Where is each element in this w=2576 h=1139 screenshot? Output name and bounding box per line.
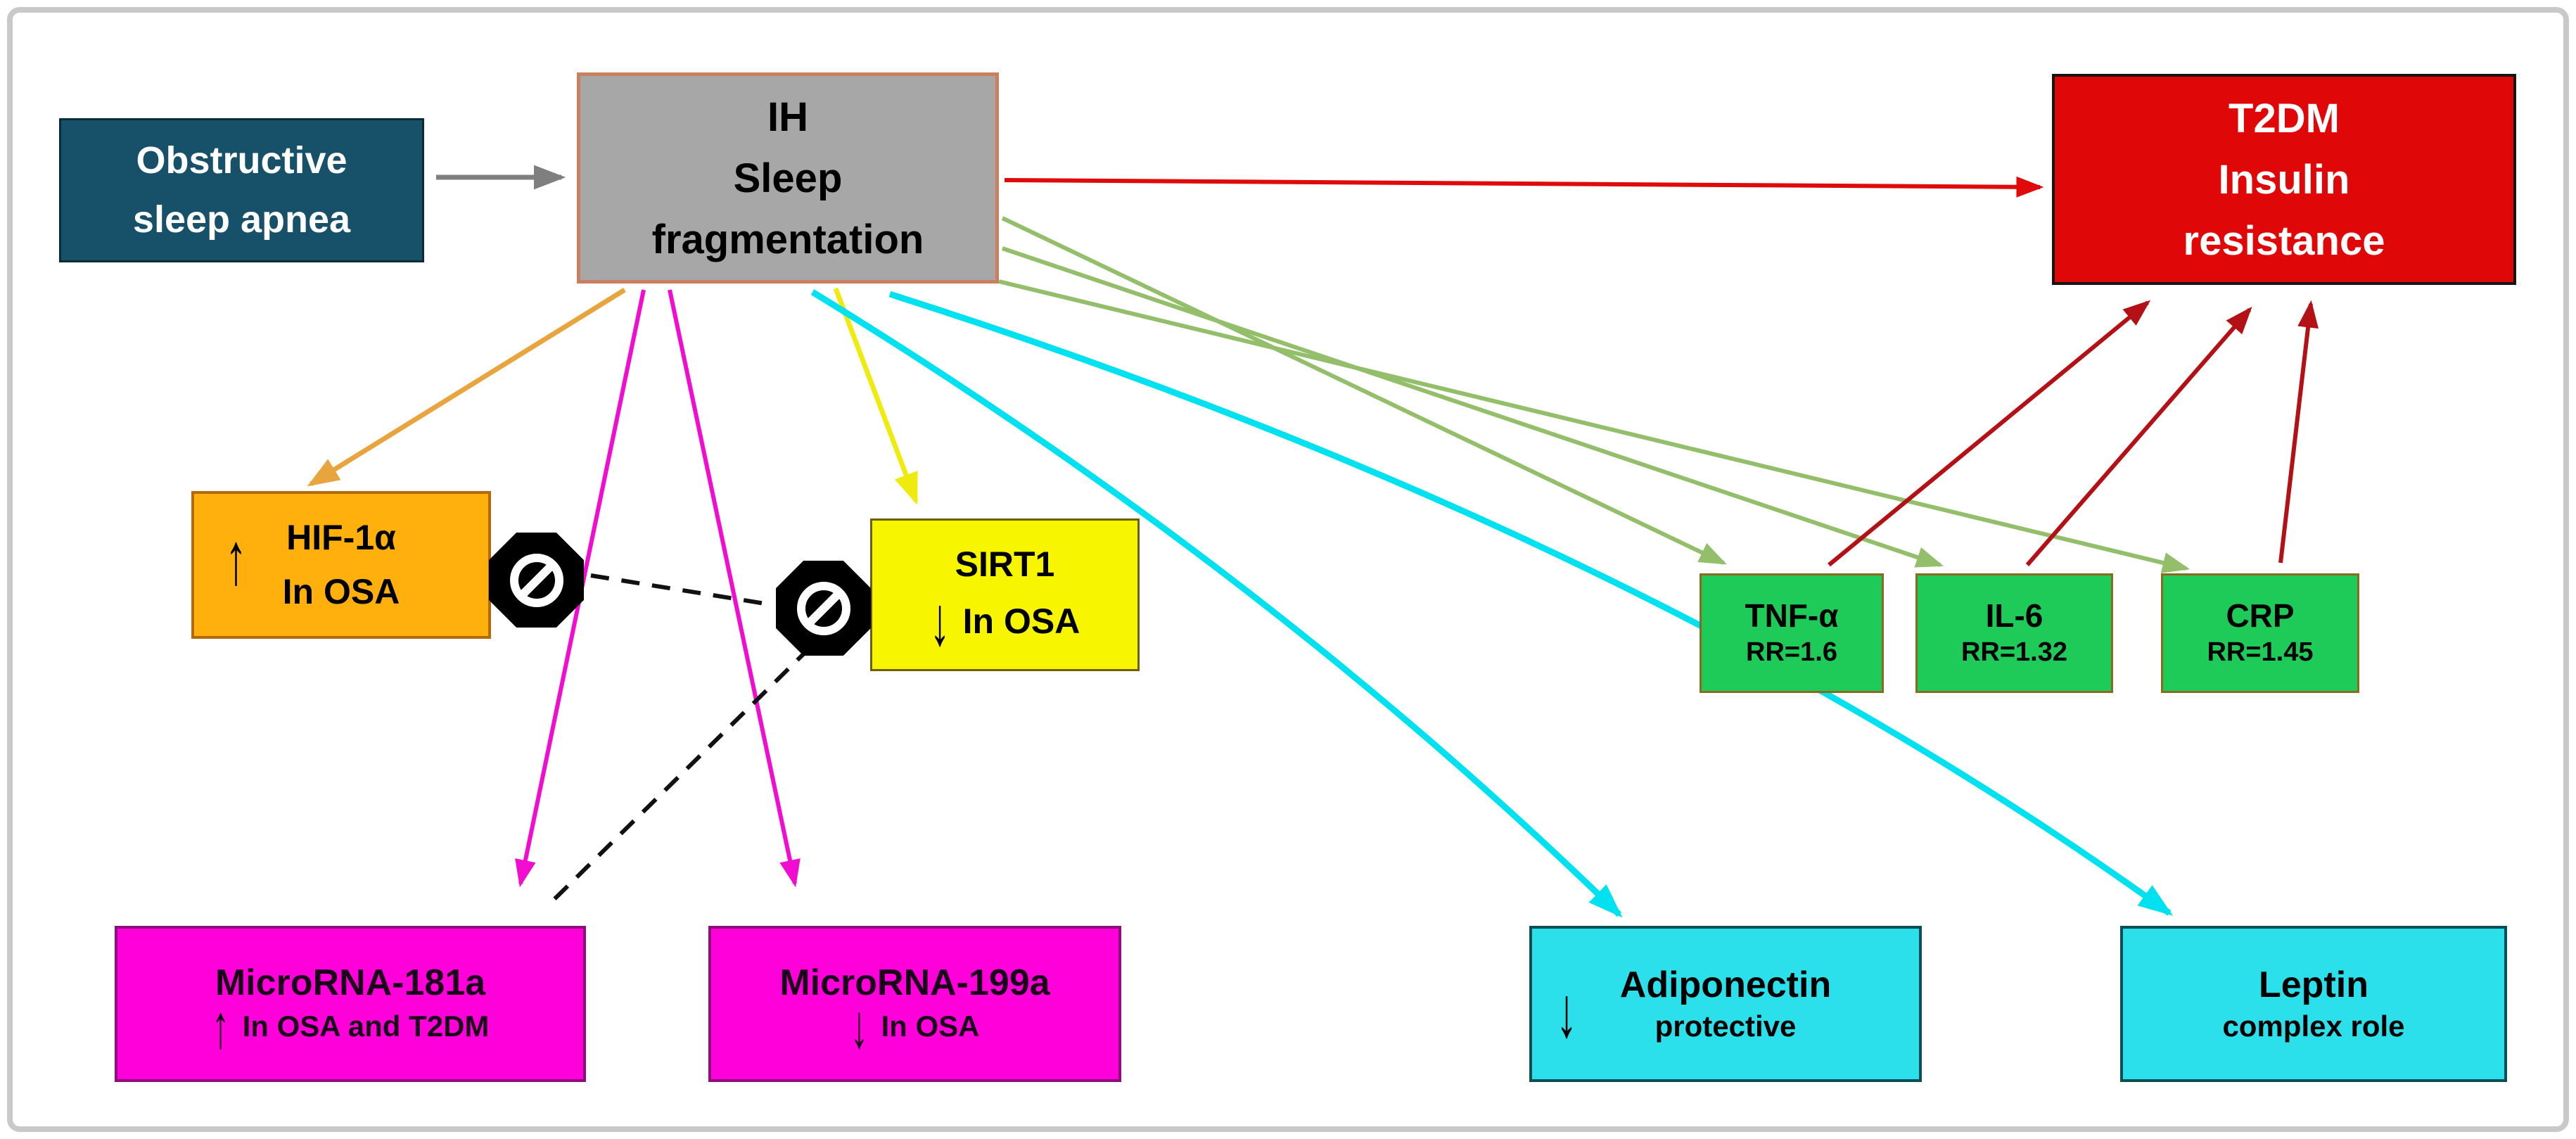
- sirt1-title: SIRT1: [955, 544, 1055, 584]
- adiponectin-title: Adiponectin: [1619, 965, 1832, 1006]
- tnf-alpha-box: [1700, 573, 1884, 693]
- ih-line: fragmentation: [651, 216, 924, 262]
- sirt1-subtitle: In OSA: [962, 601, 1080, 641]
- crp-title: CRP: [2226, 597, 2295, 634]
- il6-box: [1915, 573, 2113, 693]
- down-arrow-icon: ↓: [850, 992, 869, 1062]
- hif1a-box: [191, 491, 491, 639]
- osa-line: Obstructive: [136, 139, 347, 182]
- t2dm-box: [2052, 74, 2516, 285]
- il6-title: IL-6: [1985, 597, 2043, 634]
- ih-line: IH: [767, 94, 808, 140]
- microrna-199a-subtitle: In OSA: [881, 1010, 980, 1043]
- ih-sleep-fragmentation-box: [577, 72, 999, 284]
- leptin-subtitle: complex role: [2222, 1010, 2405, 1043]
- t2dm-line: Insulin: [2218, 156, 2350, 203]
- tnf-alpha-relative-risk: RR=1.6: [1746, 637, 1837, 667]
- arrow-tnf-to-t2dm: [1829, 303, 2148, 565]
- no-entry-icon: [776, 561, 871, 656]
- adiponectin-subtitle: protective: [1654, 1010, 1797, 1043]
- down-arrow-icon: ↓: [929, 582, 950, 661]
- arrow-ih-to-sirt1: [836, 288, 916, 501]
- crp-relative-risk: RR=1.45: [2207, 637, 2314, 667]
- microrna-181a-box: [115, 926, 586, 1082]
- arrow-ih-to-tnf: [1002, 218, 1723, 563]
- hif1a-subtitle: In OSA: [282, 572, 400, 611]
- down-arrow-icon: ↓: [1556, 972, 1577, 1052]
- arrow-crp-to-t2dm: [2281, 304, 2311, 563]
- microrna-181a-subtitle: In OSA and T2DM: [242, 1010, 490, 1043]
- microrna-181a-title: MicroRNA-181a: [215, 962, 486, 1003]
- ih-line: Sleep: [733, 155, 843, 201]
- crp-box: [2161, 573, 2359, 693]
- tnf-alpha-title: TNF-α: [1745, 597, 1839, 634]
- arrow-ih-to-t2dm: [1005, 180, 2040, 187]
- up-arrow-icon: ↑: [211, 992, 230, 1062]
- t2dm-line: resistance: [2183, 217, 2385, 264]
- microrna-199a-title: MicroRNA-199a: [779, 962, 1050, 1003]
- leptin-title: Leptin: [2259, 965, 2368, 1006]
- adiponectin-box: [1529, 926, 1922, 1082]
- arrow-il6-to-t2dm: [2027, 310, 2250, 565]
- no-entry-icon: [489, 533, 584, 628]
- osa-box: [59, 118, 424, 262]
- arrow-ih-to-hif: [311, 290, 625, 484]
- up-arrow-icon: ↑: [225, 518, 247, 601]
- arrow-ih-to-mir199: [670, 290, 795, 884]
- sirt1-box: [870, 518, 1140, 671]
- il6-relative-risk: RR=1.32: [1960, 637, 2068, 667]
- hif1a-title: HIF-1α: [286, 517, 396, 557]
- dashed-link-hif-sirt1: [591, 575, 774, 605]
- t2dm-line: T2DM: [2229, 95, 2340, 141]
- osa-line: sleep apnea: [132, 198, 351, 241]
- leptin-box: [2120, 926, 2507, 1082]
- arrow-ih-to-crp: [999, 281, 2186, 568]
- microrna-199a-box: [708, 926, 1121, 1082]
